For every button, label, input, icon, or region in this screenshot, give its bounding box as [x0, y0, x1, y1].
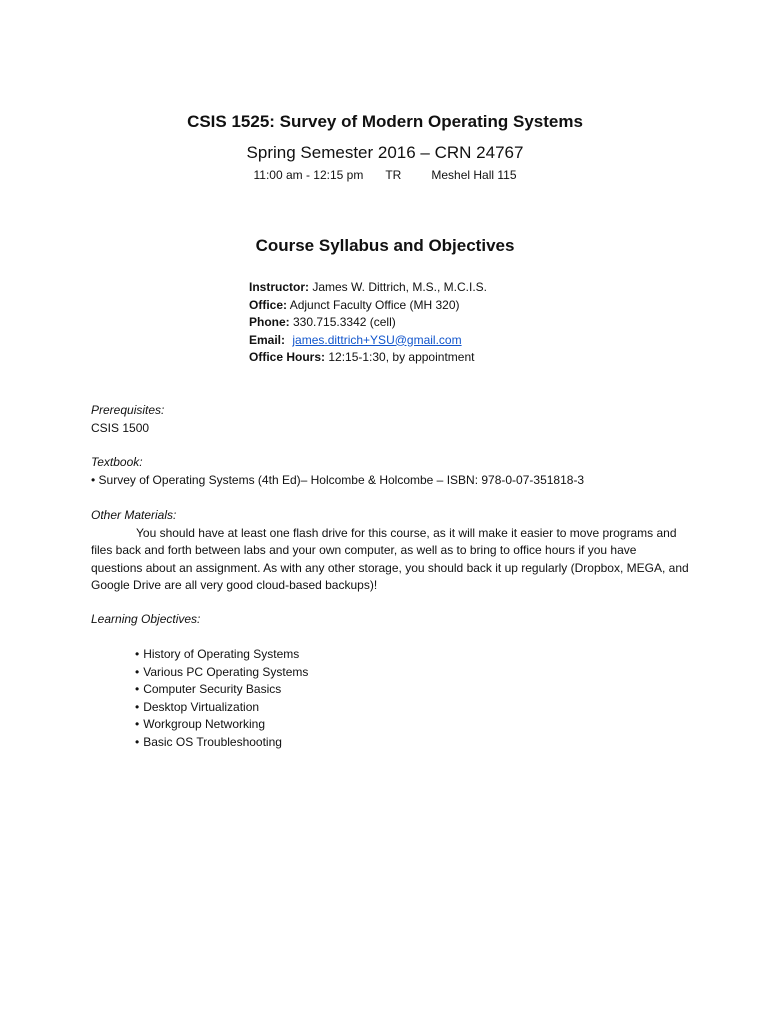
- office-row: [249, 297, 487, 315]
- office-hours-value: 12:15-1:30, by appointment: [325, 350, 475, 364]
- instructor-label: Instructor:: [249, 280, 309, 294]
- textbook-label: Textbook:: [91, 455, 143, 469]
- semester-line: Spring Semester 2016 – CRN 24767: [246, 143, 524, 162]
- class-days: TR: [385, 168, 402, 182]
- email-label: Email:: [249, 332, 286, 347]
- learning-objectives-list: [135, 646, 308, 751]
- other-materials-section: [91, 507, 691, 595]
- office-hours-label: Office Hours:: [249, 350, 326, 364]
- course-title: CSIS 1525: Survey of Modern Operating Systems: [187, 112, 583, 131]
- phone-value: 330.715.3342 (cell): [289, 315, 396, 329]
- other-materials-label: Other Materials:: [91, 508, 177, 522]
- list-item: • History of Operating Systems: [135, 646, 308, 664]
- other-materials-text: You should have at least one flash drive for this course, as it will make it easier to move programs and files back and forth between labs and your own computer, as well as to bring to office hours if you have questions about an assignment. As with any other storage, you should back it up regularly (Dropbox, MEGA, and Google Drive are all very good cloud-based backups)!: [91, 525, 689, 592]
- textbook-section: [91, 454, 691, 489]
- email-row: [249, 332, 487, 350]
- office-label: Office:: [249, 297, 288, 312]
- class-location: Meshel Hall 115: [431, 168, 517, 182]
- list-item: • Basic OS Troubleshooting: [135, 734, 308, 752]
- email-link[interactable]: james.dittrich+YSU@gmail.com: [292, 332, 462, 347]
- textbook-value: • Survey of Operating Systems (4th Ed)– Holcombe & Holcombe – ISBN: 978-0-07-351818-3: [91, 472, 585, 487]
- learning-objectives-label: Learning Objectives:: [91, 612, 201, 626]
- office-value: Adjunct Faculty Office (MH 320): [287, 297, 460, 312]
- prerequisites-value: CSIS 1500: [91, 420, 150, 435]
- instructor-row: [249, 279, 487, 297]
- schedule-line: [0, 168, 770, 182]
- list-item: • Workgroup Networking: [135, 716, 308, 734]
- list-item: • Various PC Operating Systems: [135, 664, 308, 682]
- prerequisites-label: Prerequisites:: [91, 403, 165, 417]
- phone-label: Phone:: [249, 315, 290, 329]
- prerequisites-section: [91, 402, 691, 437]
- learning-objectives-section: [91, 611, 691, 629]
- instructor-value: James W. Dittrich, M.S., M.C.I.S.: [309, 280, 488, 294]
- contact-block: [249, 279, 487, 367]
- class-time: 11:00 am - 12:15 pm: [253, 168, 364, 182]
- office-hours-row: [249, 349, 487, 367]
- list-item: • Computer Security Basics: [135, 681, 308, 699]
- list-item: • Desktop Virtualization: [135, 699, 308, 717]
- phone-row: [249, 314, 487, 332]
- syllabus-heading: Course Syllabus and Objectives: [255, 236, 515, 255]
